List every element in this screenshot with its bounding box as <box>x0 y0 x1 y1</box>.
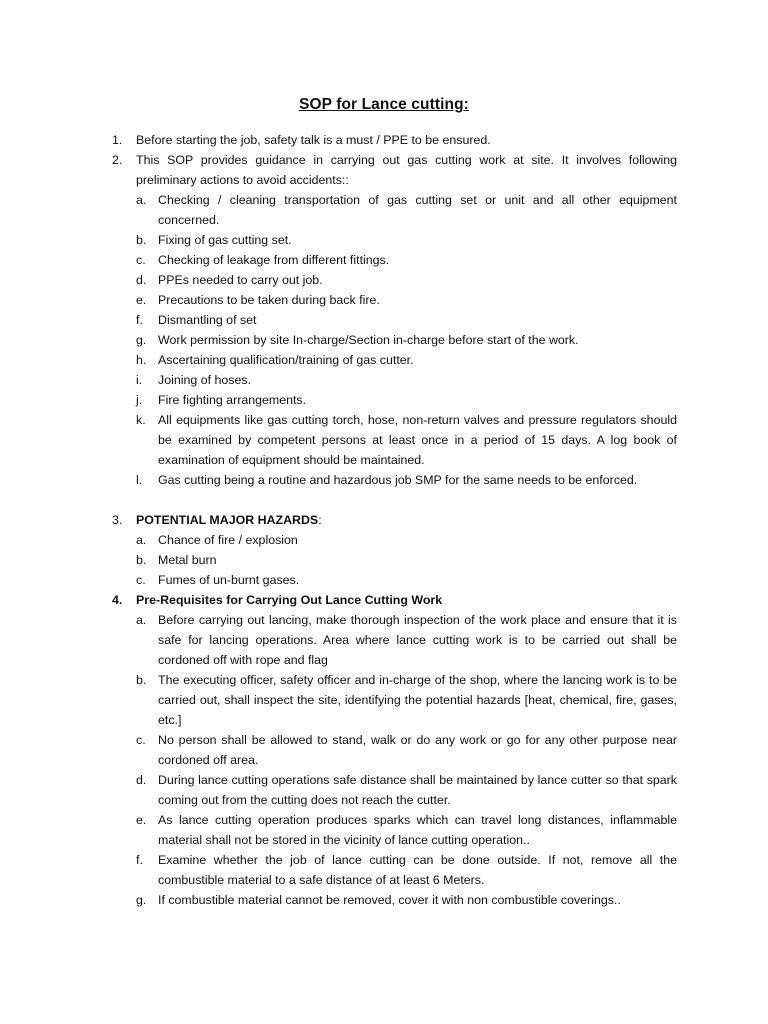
sub-item-number: b. <box>136 673 147 687</box>
list-item-3 <box>112 510 677 530</box>
item-number: 1. <box>112 133 123 147</box>
sub-item-4g <box>136 890 677 910</box>
sub-item-number: g. <box>136 893 147 907</box>
sub-item-text: Fumes of un-burnt gases. <box>158 573 300 587</box>
sub-item-3b <box>136 550 677 570</box>
sub-item-number: k. <box>136 413 146 427</box>
sub-item-text: PPEs needed to carry out job. <box>158 273 323 287</box>
sub-item-2i <box>136 370 677 390</box>
sub-item-2l <box>136 470 677 490</box>
sub-item-4f <box>136 850 677 890</box>
list-item-4 <box>112 590 677 610</box>
sub-item-text: Dismantling of set <box>158 313 257 327</box>
sub-item-text: All equipments like gas cutting torch, hose, non-return valves and pressure regulators should be examined by competent persons at least once in a period of 15 days. A log book of examination of equipment should be maintained. <box>158 413 677 467</box>
sub-item-number: g. <box>136 333 147 347</box>
sub-item-number: f. <box>136 853 143 867</box>
sub-item-4d <box>136 770 677 810</box>
sub-item-text: During lance cutting operations safe distance shall be maintained by lance cutter so that spark coming out from the cutting does not reach the cutter. <box>158 773 677 807</box>
sub-item-2d <box>136 270 677 290</box>
sub-item-text: Precautions to be taken during back fire. <box>158 293 380 307</box>
item-number: 2. <box>112 153 123 167</box>
sub-item-text: Fixing of gas cutting set. <box>158 233 292 247</box>
sub-item-number: a. <box>136 193 147 207</box>
spacer <box>112 490 677 510</box>
sub-item-number: c. <box>136 573 146 587</box>
sub-item-4e <box>136 810 677 850</box>
sub-item-text: As lance cutting operation produces sparks which can travel long distances, inflammable material shall not be stored in the vicinity of lance cutting operation.. <box>158 813 677 847</box>
sub-item-text: Chance of fire / explosion <box>158 533 298 547</box>
sub-item-2c <box>136 250 677 270</box>
sub-item-text: Ascertaining qualification/training of gas cutter. <box>158 353 414 367</box>
sub-item-text: Gas cutting being a routine and hazardous job SMP for the same needs to be enforced. <box>158 473 638 487</box>
page-title: SOP for Lance cutting: <box>299 96 469 113</box>
item-number: 3. <box>112 513 123 527</box>
sub-item-number: e. <box>136 293 147 307</box>
sub-item-number: d. <box>136 273 147 287</box>
sub-item-number: j. <box>136 393 143 407</box>
sub-item-text: The executing officer, safety officer and in-charge of the shop, where the lancing work is to be carried out, shall inspect the site, identifying the potential hazards [heat, chemical, fire, gases, etc.] <box>158 673 677 727</box>
sub-item-3c <box>136 570 677 590</box>
sub-item-number: i. <box>136 373 143 387</box>
item-text: This SOP provides guidance in carrying out gas cutting work at site. It involves following preliminary actions to avoid accidents:: <box>136 153 677 187</box>
sub-item-2g <box>136 330 677 350</box>
sub-item-3a <box>136 530 677 550</box>
item-text: Before starting the job, safety talk is a must / PPE to be ensured. <box>136 133 491 147</box>
item-number: 4. <box>112 593 123 607</box>
sub-item-text: Work permission by site In-charge/Section in-charge before start of the work. <box>158 333 579 347</box>
sub-item-number: h. <box>136 353 147 367</box>
sub-item-text: Fire fighting arrangements. <box>158 393 307 407</box>
sub-item-text: No person shall be allowed to stand, walk or do any work or go for any other purpose near cordoned off area. <box>158 733 677 767</box>
sub-item-number: f. <box>136 313 143 327</box>
sub-item-text: Joining of hoses. <box>158 373 251 387</box>
sub-item-number: c. <box>136 733 146 747</box>
sub-item-2e <box>136 290 677 310</box>
sub-item-2j <box>136 390 677 410</box>
sub-item-text: Checking / cleaning transportation of gas cutting set or unit and all other equipment concerned. <box>158 193 677 227</box>
sub-item-number: b. <box>136 233 147 247</box>
sub-item-number: d. <box>136 773 147 787</box>
sub-item-2f <box>136 310 677 330</box>
list-item-1 <box>112 130 677 150</box>
section-heading: Pre-Requisites for Carrying Out Lance Cutting Work <box>136 593 443 607</box>
sub-item-2b <box>136 230 677 250</box>
sub-item-text: Metal burn <box>158 553 217 567</box>
sub-item-number: e. <box>136 813 147 827</box>
sub-item-2k <box>136 410 677 470</box>
section-heading: POTENTIAL MAJOR HAZARDS <box>136 513 319 527</box>
sub-item-4a <box>136 610 677 670</box>
sub-item-2h <box>136 350 677 370</box>
heading-suffix: : <box>318 513 322 527</box>
sub-item-number: a. <box>136 533 147 547</box>
sub-item-text: Before carrying out lancing, make thorough inspection of the work place and ensure that it is safe for lancing operations. Area where lance cutting work is to be carried out shall be cordoned off with rope and flag <box>158 613 677 667</box>
sub-item-4c <box>136 730 677 770</box>
sop-list <box>112 130 677 910</box>
sub-item-text: Examine whether the job of lance cutting can be done outside. If not, remove all the combustible material to a safe distance of at least 6 Meters. <box>158 853 677 887</box>
sub-item-2a <box>136 190 677 230</box>
sub-item-4b <box>136 670 677 730</box>
sub-item-number: a. <box>136 613 147 627</box>
sub-item-text: If combustible material cannot be removed, cover it with non combustible coverings.. <box>158 893 621 907</box>
list-item-2 <box>112 150 677 190</box>
sub-item-text: Checking of leakage from different fittings. <box>158 253 390 267</box>
sub-item-number: l. <box>136 473 143 487</box>
sub-item-number: c. <box>136 253 146 267</box>
sub-item-number: b. <box>136 553 147 567</box>
